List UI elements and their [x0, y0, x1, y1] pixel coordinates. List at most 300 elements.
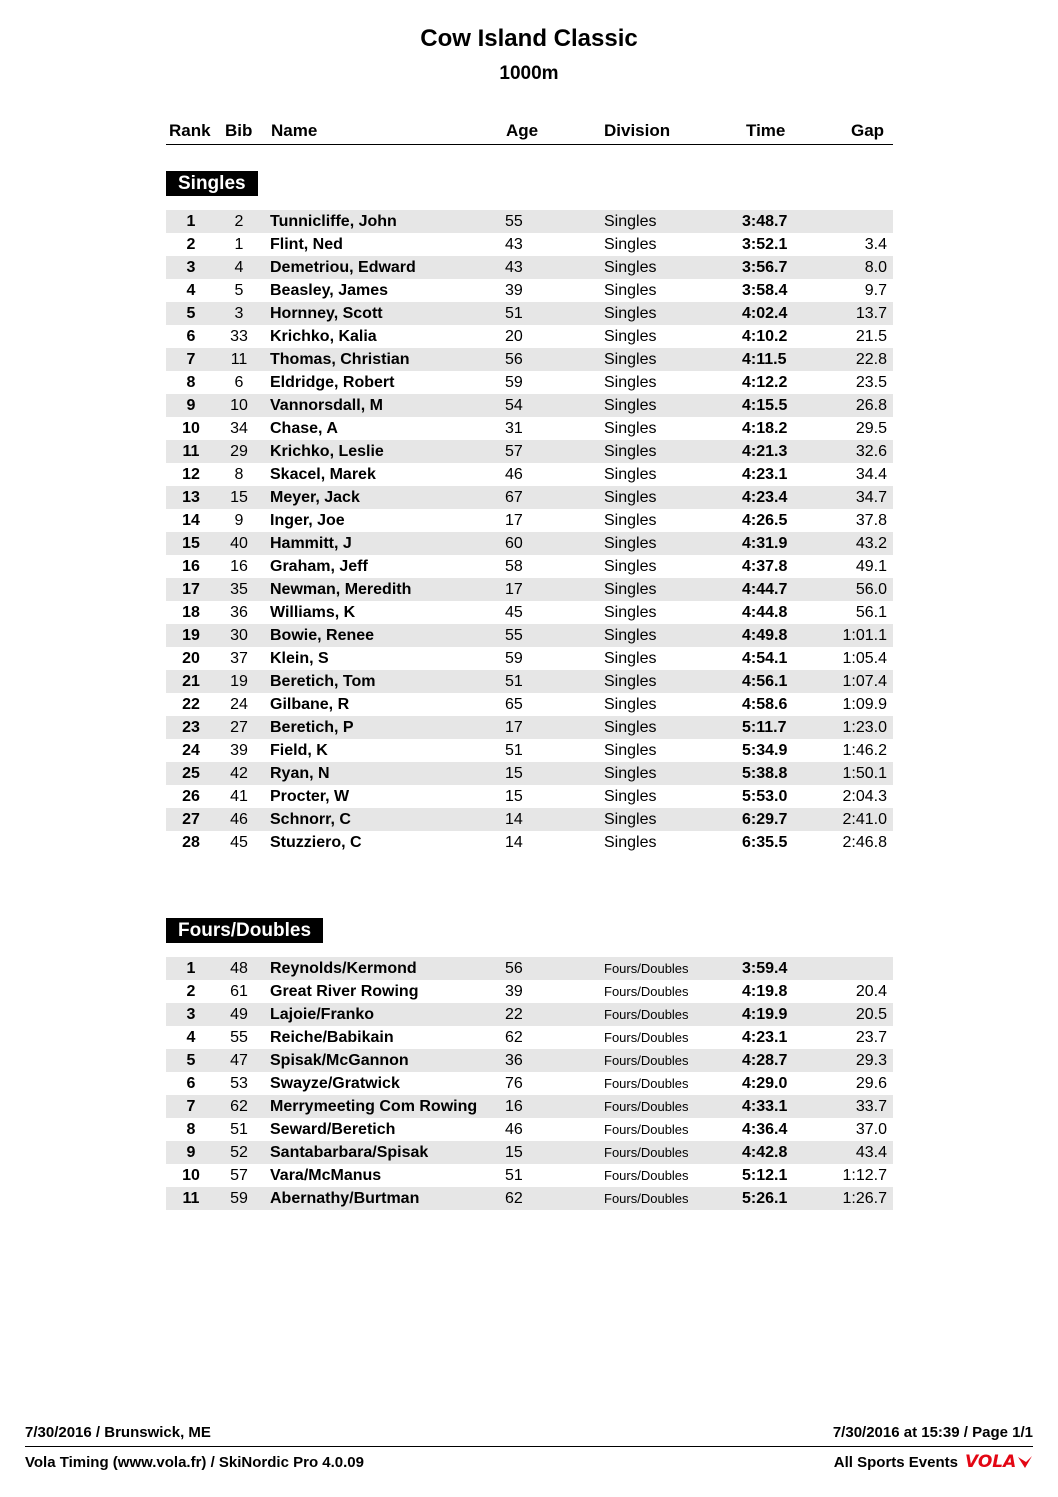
- table-row: [166, 1141, 893, 1164]
- cell-gap: 8.0: [864, 259, 887, 276]
- cell-time: 4:23.1: [742, 466, 788, 483]
- vola-logo: [965, 1451, 1033, 1473]
- page-title: Cow Island Classic: [420, 25, 638, 52]
- cell-division: Fours/Doubles: [604, 1007, 689, 1022]
- cell-name: Vara/McManus: [270, 1167, 382, 1184]
- cell-bib: 52: [230, 1144, 248, 1161]
- cell-rank: 4: [186, 282, 196, 299]
- cell-rank: 6: [186, 328, 196, 345]
- cell-bib: 41: [230, 788, 248, 805]
- cell-rank: 22: [182, 696, 200, 713]
- cell-age: 76: [505, 1075, 523, 1092]
- cell-time: 6:29.7: [742, 811, 788, 828]
- cell-rank: 2: [186, 236, 196, 253]
- cell-time: 3:48.7: [742, 213, 788, 230]
- cell-gap: 29.5: [855, 420, 887, 437]
- cell-division: Singles: [604, 719, 657, 736]
- table-row: [166, 210, 893, 233]
- table-row: [166, 601, 893, 624]
- cell-division: Fours/Doubles: [604, 1076, 689, 1091]
- cell-division: Singles: [604, 282, 657, 299]
- cell-name: Spisak/McGannon: [270, 1052, 409, 1069]
- cell-name: Krichko, Leslie: [270, 443, 384, 460]
- results-table-fours-doubles: [166, 957, 893, 1210]
- table-row: [166, 1095, 893, 1118]
- cell-rank: 1: [186, 213, 196, 230]
- cell-time: 4:49.8: [742, 627, 788, 644]
- footer-print-info: 7/30/2016 at 15:39 / Page 1/1: [832, 1424, 1033, 1441]
- cell-gap: 1:07.4: [842, 673, 887, 690]
- cell-age: 59: [505, 374, 523, 391]
- cell-age: 55: [505, 627, 523, 644]
- cell-name: Eldridge, Robert: [270, 374, 395, 391]
- cell-division: Singles: [604, 627, 657, 644]
- cell-age: 55: [505, 213, 523, 230]
- cell-division: Singles: [604, 512, 657, 529]
- cell-rank: 2: [186, 983, 196, 1000]
- cell-rank: 20: [182, 650, 200, 667]
- cell-name: Seward/Beretich: [270, 1121, 396, 1138]
- cell-time: 4:21.3: [742, 443, 788, 460]
- cell-bib: 27: [230, 719, 248, 736]
- cell-rank: 16: [182, 558, 200, 575]
- cell-age: 65: [505, 696, 523, 713]
- cell-gap: 2:41.0: [842, 811, 887, 828]
- cell-age: 60: [505, 535, 523, 552]
- cell-age: 17: [505, 512, 523, 529]
- cell-bib: 10: [230, 397, 248, 414]
- cell-age: 14: [505, 834, 523, 851]
- logo-swoosh-icon: [1017, 1455, 1033, 1469]
- table-row: [166, 348, 893, 371]
- cell-time: 4:29.0: [742, 1075, 788, 1092]
- table-row: [166, 532, 893, 555]
- cell-name: Santabarbara/Spisak: [270, 1144, 429, 1161]
- cell-bib: 24: [230, 696, 248, 713]
- cell-rank: 26: [182, 788, 200, 805]
- cell-rank: 14: [182, 512, 200, 529]
- cell-gap: 1:09.9: [842, 696, 887, 713]
- cell-name: Chase, A: [270, 420, 338, 437]
- cell-time: 4:42.8: [742, 1144, 788, 1161]
- table-row: [166, 1003, 893, 1026]
- cell-gap: 2:04.3: [842, 788, 887, 805]
- cell-time: 4:58.6: [742, 696, 788, 713]
- cell-division: Singles: [604, 650, 657, 667]
- cell-gap: 1:46.2: [842, 742, 887, 759]
- cell-age: 54: [505, 397, 523, 414]
- cell-age: 22: [505, 1006, 523, 1023]
- cell-gap: 33.7: [855, 1098, 887, 1115]
- table-row: [166, 1049, 893, 1072]
- cell-name: Williams, K: [270, 604, 356, 621]
- table-row: [166, 1164, 893, 1187]
- cell-rank: 11: [182, 1190, 200, 1207]
- table-row: [166, 555, 893, 578]
- col-header-rank: Rank: [169, 121, 211, 140]
- cell-division: Singles: [604, 374, 657, 391]
- cell-bib: 9: [234, 512, 244, 529]
- cell-name: Lajoie/Franko: [270, 1006, 375, 1023]
- cell-gap: 1:05.4: [842, 650, 887, 667]
- table-row: [166, 980, 893, 1003]
- cell-name: Hammitt, J: [270, 535, 352, 552]
- cell-division: Fours/Doubles: [604, 1122, 689, 1137]
- cell-rank: 6: [186, 1075, 196, 1092]
- cell-bib: 3: [234, 305, 244, 322]
- cell-gap: 20.4: [855, 983, 887, 1000]
- section-label-fours-doubles: Fours/Doubles: [166, 918, 323, 943]
- table-row: [166, 1187, 893, 1210]
- cell-time: 4:37.8: [742, 558, 788, 575]
- table-row: [166, 1072, 893, 1095]
- cell-division: Singles: [604, 811, 657, 828]
- table-row: [166, 302, 893, 325]
- table-row: [166, 233, 893, 256]
- cell-name: Field, K: [270, 742, 328, 759]
- table-row: [166, 1026, 893, 1049]
- footer-date-location: 7/30/2016 / Brunswick, ME: [25, 1424, 211, 1441]
- cell-time: 4:31.9: [742, 535, 788, 552]
- cell-division: Fours/Doubles: [604, 961, 689, 976]
- cell-name: Ryan, N: [270, 765, 330, 782]
- cell-rank: 5: [186, 305, 196, 322]
- table-row: [166, 486, 893, 509]
- cell-name: Krichko, Kalia: [270, 328, 377, 345]
- cell-time: 4:18.2: [742, 420, 788, 437]
- cell-rank: 9: [186, 1144, 196, 1161]
- cell-division: Singles: [604, 558, 657, 575]
- cell-division: Singles: [604, 236, 657, 253]
- cell-time: 3:56.7: [742, 259, 788, 276]
- cell-bib: 37: [230, 650, 248, 667]
- cell-age: 58: [505, 558, 523, 575]
- cell-bib: 29: [230, 443, 248, 460]
- cell-division: Fours/Doubles: [604, 984, 689, 999]
- cell-gap: 1:26.7: [842, 1190, 887, 1207]
- table-row: [166, 256, 893, 279]
- cell-gap: 2:46.8: [842, 834, 887, 851]
- cell-bib: 36: [230, 604, 248, 621]
- cell-rank: 27: [182, 811, 200, 828]
- table-row: [166, 762, 893, 785]
- cell-age: 57: [505, 443, 523, 460]
- cell-gap: 32.6: [855, 443, 887, 460]
- cell-gap: 26.8: [855, 397, 887, 414]
- cell-name: Merrymeeting Com Rowing: [270, 1098, 478, 1115]
- table-row: [166, 417, 893, 440]
- cell-rank: 19: [182, 627, 200, 644]
- cell-rank: 17: [182, 581, 200, 598]
- cell-time: 4:54.1: [742, 650, 788, 667]
- cell-rank: 12: [182, 466, 200, 483]
- cell-name: Demetriou, Edward: [270, 259, 416, 276]
- cell-bib: 30: [230, 627, 248, 644]
- cell-bib: 6: [234, 374, 244, 391]
- cell-rank: 21: [182, 673, 200, 690]
- cell-name: Meyer, Jack: [270, 489, 360, 506]
- cell-rank: 8: [186, 1121, 196, 1138]
- cell-bib: 45: [230, 834, 248, 851]
- col-header-gap: Gap: [851, 121, 885, 140]
- cell-bib: 61: [230, 983, 248, 1000]
- cell-division: Singles: [604, 259, 657, 276]
- cell-time: 5:26.1: [742, 1190, 788, 1207]
- cell-age: 17: [505, 719, 523, 736]
- cell-name: Newman, Meredith: [270, 581, 412, 598]
- cell-gap: 34.4: [855, 466, 887, 483]
- cell-division: Singles: [604, 765, 657, 782]
- cell-time: 4:44.7: [742, 581, 788, 598]
- cell-rank: 23: [182, 719, 200, 736]
- cell-bib: 48: [230, 960, 248, 977]
- cell-rank: 4: [186, 1029, 196, 1046]
- cell-gap: 56.0: [855, 581, 887, 598]
- cell-rank: 7: [186, 351, 196, 368]
- cell-gap: 1:23.0: [842, 719, 887, 736]
- cell-time: 4:19.9: [742, 1006, 788, 1023]
- cell-age: 51: [505, 742, 523, 759]
- cell-age: 39: [505, 282, 523, 299]
- cell-time: 4:02.4: [742, 305, 788, 322]
- cell-rank: 3: [186, 1006, 196, 1023]
- cell-division: Singles: [604, 443, 657, 460]
- cell-bib: 8: [234, 466, 244, 483]
- cell-division: Singles: [604, 466, 657, 483]
- cell-gap: 49.1: [855, 558, 887, 575]
- cell-age: 51: [505, 305, 523, 322]
- cell-bib: 59: [230, 1190, 248, 1207]
- table-row: [166, 1118, 893, 1141]
- cell-bib: 57: [230, 1167, 248, 1184]
- cell-rank: 18: [182, 604, 200, 621]
- cell-rank: 8: [186, 374, 196, 391]
- cell-division: Singles: [604, 788, 657, 805]
- cell-division: Singles: [604, 397, 657, 414]
- cell-gap: 20.5: [855, 1006, 887, 1023]
- cell-age: 17: [505, 581, 523, 598]
- cell-name: Graham, Jeff: [270, 558, 368, 575]
- cell-division: Singles: [604, 535, 657, 552]
- cell-name: Flint, Ned: [270, 236, 343, 253]
- cell-bib: 19: [230, 673, 248, 690]
- cell-age: 36: [505, 1052, 523, 1069]
- cell-bib: 55: [230, 1029, 248, 1046]
- table-row: [166, 808, 893, 831]
- cell-time: 4:19.8: [742, 983, 788, 1000]
- cell-time: 6:35.5: [742, 834, 788, 851]
- cell-bib: 49: [230, 1006, 248, 1023]
- cell-time: 3:58.4: [742, 282, 788, 299]
- col-header-division: Division: [604, 121, 671, 140]
- footer-company: All Sports Events: [833, 1454, 958, 1471]
- cell-gap: 1:01.1: [842, 627, 887, 644]
- cell-bib: 62: [230, 1098, 248, 1115]
- cell-gap: 13.7: [855, 305, 887, 322]
- cell-division: Singles: [604, 305, 657, 322]
- cell-bib: 15: [230, 489, 248, 506]
- cell-time: 4:44.8: [742, 604, 788, 621]
- table-row: [166, 578, 893, 601]
- cell-name: Stuzziero, C: [270, 834, 362, 851]
- cell-rank: 28: [182, 834, 200, 851]
- cell-division: Singles: [604, 581, 657, 598]
- cell-age: 43: [505, 236, 523, 253]
- cell-gap: 29.6: [855, 1075, 887, 1092]
- cell-bib: 47: [230, 1052, 248, 1069]
- cell-gap: 23.5: [855, 374, 887, 391]
- table-row: [166, 957, 893, 980]
- cell-bib: 1: [234, 236, 244, 253]
- cell-gap: 3.4: [864, 236, 887, 253]
- table-row: [166, 463, 893, 486]
- cell-time: 5:38.8: [742, 765, 788, 782]
- cell-time: 4:23.1: [742, 1029, 788, 1046]
- cell-gap: 1:50.1: [842, 765, 887, 782]
- cell-name: Bowie, Renee: [270, 627, 375, 644]
- cell-age: 56: [505, 351, 523, 368]
- cell-time: 4:28.7: [742, 1052, 788, 1069]
- cell-division: Singles: [604, 604, 657, 621]
- cell-bib: 35: [230, 581, 248, 598]
- cell-division: Singles: [604, 696, 657, 713]
- cell-time: 4:15.5: [742, 397, 788, 414]
- table-row: [166, 670, 893, 693]
- cell-age: 51: [505, 1167, 523, 1184]
- col-header-bib: Bib: [225, 121, 253, 140]
- cell-bib: 42: [230, 765, 248, 782]
- section-label-singles: Singles: [166, 171, 258, 196]
- cell-age: 59: [505, 650, 523, 667]
- cell-time: 4:33.1: [742, 1098, 788, 1115]
- cell-time: 3:52.1: [742, 236, 788, 253]
- cell-division: Fours/Doubles: [604, 1168, 689, 1183]
- cell-name: Swayze/Gratwick: [270, 1075, 400, 1092]
- cell-name: Reiche/Babikain: [270, 1029, 394, 1046]
- cell-time: 5:11.7: [742, 719, 787, 736]
- cell-age: 31: [505, 420, 523, 437]
- table-row: [166, 279, 893, 302]
- cell-age: 67: [505, 489, 523, 506]
- cell-age: 43: [505, 259, 523, 276]
- cell-gap: 22.8: [855, 351, 887, 368]
- cell-rank: 3: [186, 259, 196, 276]
- cell-division: Singles: [604, 834, 657, 851]
- cell-age: 39: [505, 983, 523, 1000]
- cell-age: 62: [505, 1190, 523, 1207]
- table-row: [166, 831, 893, 854]
- cell-rank: 5: [186, 1052, 196, 1069]
- cell-age: 16: [505, 1098, 523, 1115]
- cell-bib: 34: [230, 420, 248, 437]
- cell-division: Fours/Doubles: [604, 1191, 689, 1206]
- cell-division: Fours/Doubles: [604, 1145, 689, 1160]
- cell-bib: 5: [234, 282, 244, 299]
- cell-name: Beretich, P: [270, 719, 354, 736]
- cell-gap: 43.2: [855, 535, 887, 552]
- cell-division: Singles: [604, 213, 657, 230]
- cell-age: 15: [505, 788, 523, 805]
- cell-name: Reynolds/Kermond: [270, 960, 417, 977]
- cell-name: Vannorsdall, M: [270, 397, 383, 414]
- results-table-singles: [166, 210, 893, 854]
- cell-name: Abernathy/Burtman: [270, 1190, 420, 1207]
- cell-name: Tunnicliffe, John: [270, 213, 397, 230]
- cell-rank: 24: [182, 742, 200, 759]
- cell-time: 3:59.4: [742, 960, 788, 977]
- cell-gap: 1:12.7: [842, 1167, 887, 1184]
- cell-rank: 13: [182, 489, 200, 506]
- cell-name: Klein, S: [270, 650, 329, 667]
- table-row: [166, 325, 893, 348]
- cell-gap: 29.3: [855, 1052, 887, 1069]
- cell-bib: 39: [230, 742, 248, 759]
- cell-time: 5:34.9: [742, 742, 788, 759]
- cell-division: Singles: [604, 673, 657, 690]
- cell-rank: 10: [182, 1167, 200, 1184]
- cell-age: 62: [505, 1029, 523, 1046]
- cell-age: 45: [505, 604, 523, 621]
- cell-gap: 37.0: [855, 1121, 887, 1138]
- cell-division: Fours/Doubles: [604, 1053, 689, 1068]
- cell-time: 4:23.4: [742, 489, 788, 506]
- cell-gap: 37.8: [855, 512, 887, 529]
- cell-name: Hornney, Scott: [270, 305, 383, 322]
- cell-name: Gilbane, R: [270, 696, 350, 713]
- cell-rank: 1: [186, 960, 196, 977]
- cell-gap: 9.7: [864, 282, 887, 299]
- cell-name: Great River Rowing: [270, 983, 419, 1000]
- cell-bib: 46: [230, 811, 248, 828]
- table-row: [166, 624, 893, 647]
- cell-bib: 53: [230, 1075, 248, 1092]
- cell-name: Beasley, James: [270, 282, 389, 299]
- cell-name: Schnorr, C: [270, 811, 351, 828]
- cell-age: 46: [505, 466, 523, 483]
- cell-age: 56: [505, 960, 523, 977]
- cell-time: 4:26.5: [742, 512, 788, 529]
- cell-time: 4:10.2: [742, 328, 788, 345]
- table-row: [166, 693, 893, 716]
- cell-rank: 11: [182, 443, 200, 460]
- table-row: [166, 371, 893, 394]
- cell-bib: 51: [230, 1121, 248, 1138]
- cell-age: 20: [505, 328, 523, 345]
- cell-gap: 21.5: [855, 328, 887, 345]
- cell-age: 51: [505, 673, 523, 690]
- cell-name: Procter, W: [270, 788, 350, 805]
- cell-name: Beretich, Tom: [270, 673, 376, 690]
- table-row: [166, 739, 893, 762]
- cell-rank: 9: [186, 397, 196, 414]
- cell-bib: 11: [230, 351, 248, 368]
- cell-gap: 23.7: [855, 1029, 887, 1046]
- cell-division: Singles: [604, 742, 657, 759]
- cell-division: Singles: [604, 351, 657, 368]
- footer-divider: [25, 1446, 1033, 1447]
- col-header-name: Name: [271, 121, 318, 140]
- cell-time: 5:53.0: [742, 788, 788, 805]
- table-row: [166, 785, 893, 808]
- cell-name: Inger, Joe: [270, 512, 345, 529]
- cell-gap: 34.7: [855, 489, 887, 506]
- table-row: [166, 647, 893, 670]
- logo-text: VOLA: [965, 1452, 1017, 1472]
- header-divider: [166, 144, 893, 145]
- cell-division: Singles: [604, 420, 657, 437]
- table-row: [166, 394, 893, 417]
- table-row: [166, 440, 893, 463]
